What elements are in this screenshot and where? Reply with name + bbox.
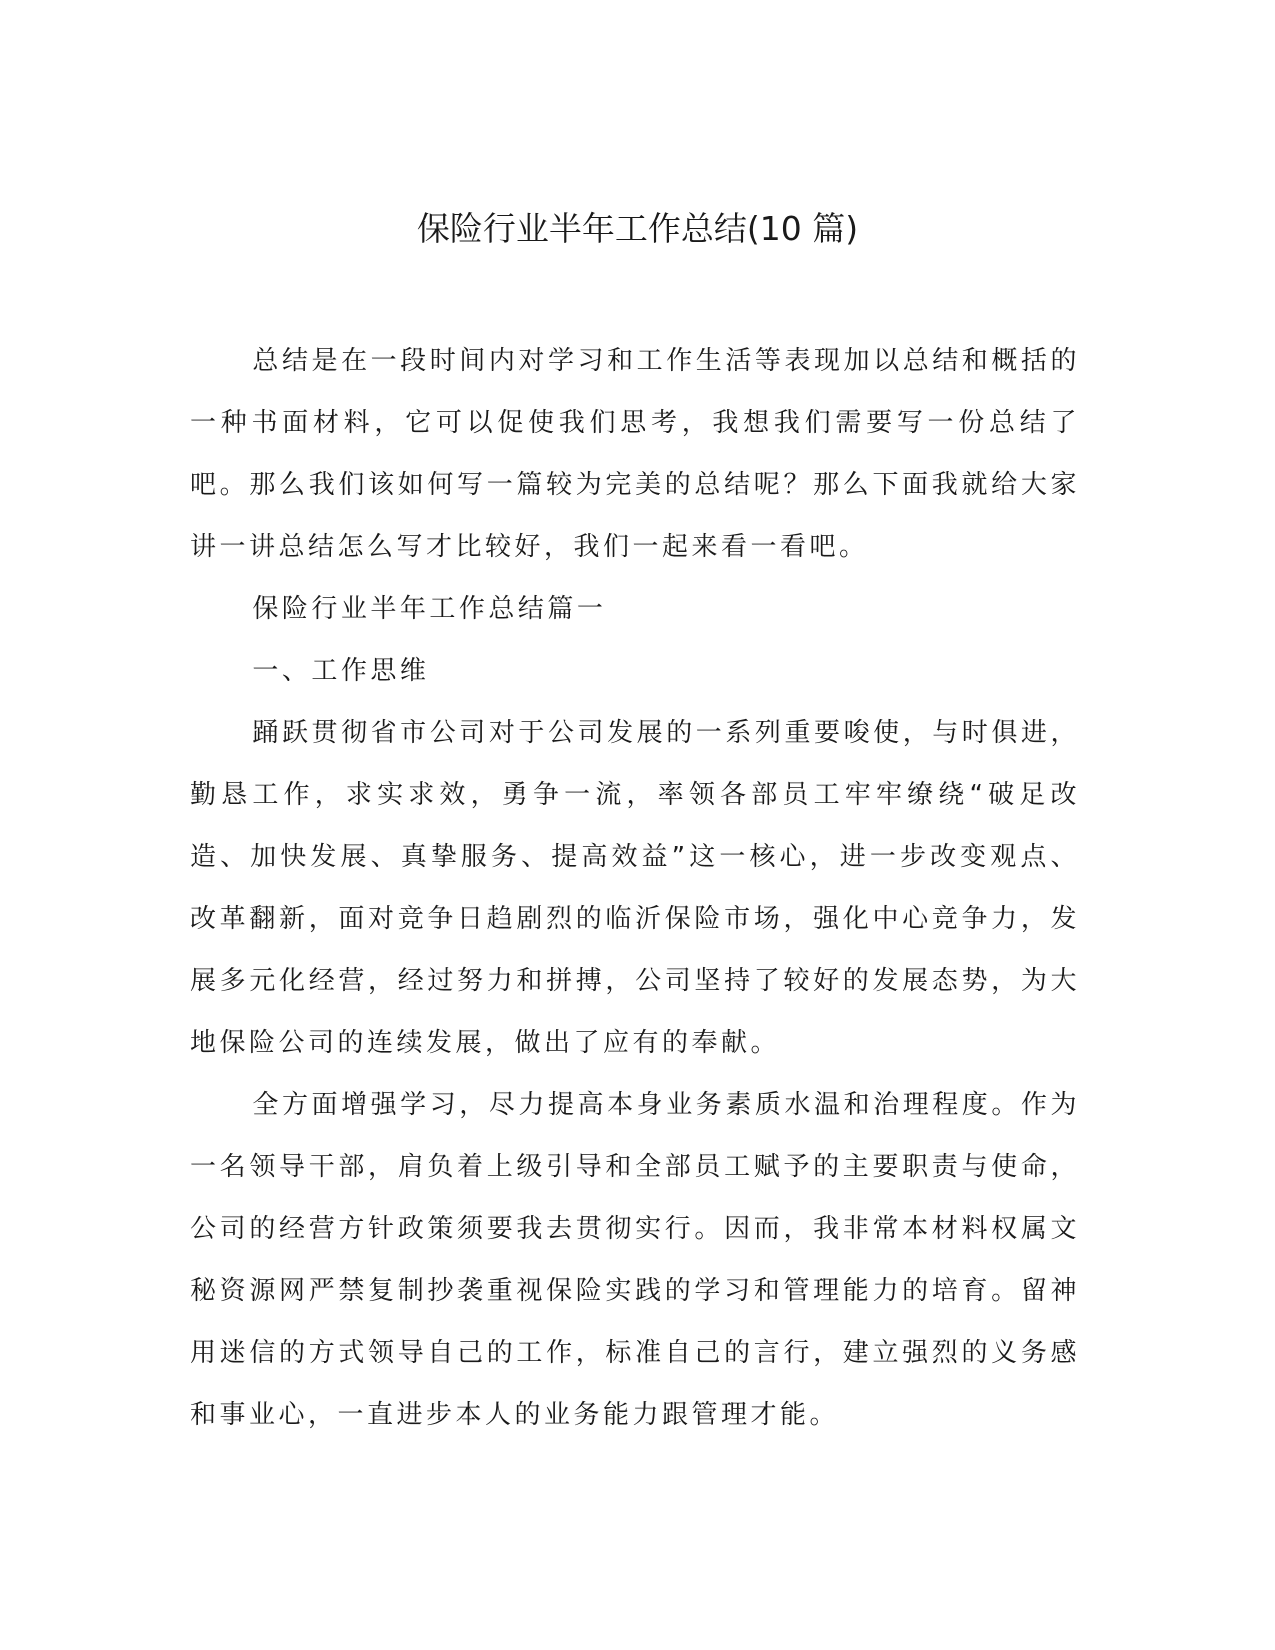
body-paragraph: 全方面增强学习，尽力提高本身业务素质水温和治理程度。作为一名领导干部，肩负着上级引导和全部员工赋予的主要职责与使命，公司的经营方针政策须要我去贯彻实行。因而，我非常本材料权属文秘资源网严禁复制抄袭重视保险实践的学习和管理能力的培育。留神用迷信的方式领导自己的工作，标准自己的言行，建立强烈的义务感和事业心，一直进步本人的业务能力跟管理才能。 [190,1090,1080,1430]
document-title: 保险行业半年工作总结(10 篇) [416,209,859,248]
body-paragraph: 踊跃贯彻省市公司对于公司发展的一系列重要唆使，与时俱进，勤恳工作，求实求效，勇争一流，率领各部员工牢牢缭绕“破足改造、加快发展、真挚服务、提高效益”这一核心，进一步改变观点、改革翻新，面对竞争日趋剧烈的临沂保险市场，强化中心竞争力，发展多元化经营，经过努力和拼搏，公司坚持了较好的发展态势，为大地保险公司的连续发展，做出了应有的奉献。 [190,718,1080,1058]
subsection-heading: 一、工作思维 [252,656,430,686]
document-body [190,330,1080,1446]
section-heading: 保险行业半年工作总结篇一 [252,594,607,624]
intro-paragraph: 总结是在一段时间内对学习和工作生活等表现加以总结和概括的一种书面材料，它可以促使我们思考，我想我们需要写一份总结了吧。那么我们该如何写一篇较为完美的总结呢？那么下面我就给大家讲一讲总结怎么写才比较好，我们一起来看一看吧。 [190,346,1080,562]
